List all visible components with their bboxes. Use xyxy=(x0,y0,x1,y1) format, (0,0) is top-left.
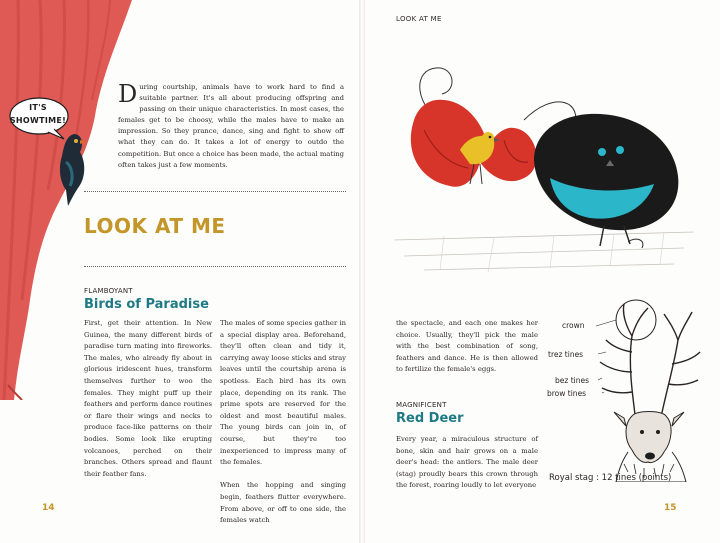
column-4-paragraph: Every year, a miraculous structure of bone, skin and hair grows on a male deer's head: the antlers. The male deer (stag) proudly bears this crown through the forest, roaring loudly to let everyone xyxy=(396,435,538,490)
column-2-paragraph-1: The males of some species gather in a special display area. Beforehand, they'll often clean and tidy it, carrying away loose sticks and stray leaves until the courtship arena is spotless. Each bird has its own place, depending on its rank. The prime spots are reserved for the oldest and most beautiful males. The young birds can join in, of course, but they're too inexperienced to impress many of the females. xyxy=(220,319,346,467)
subtitle-birds-of-paradise: Birds of Paradise xyxy=(84,297,209,312)
subtitle-small-flamboyant: FLAMBOYANT xyxy=(84,287,133,295)
bubble-line-2: SHOWTIME! xyxy=(9,116,67,125)
text-column-3 xyxy=(396,318,538,376)
column-1-paragraph: First, get their attention. In New Guinea, the many different birds of paradise turn mating into fireworks. The males, who already fly about in glorious iridescent hues, transform themselves further to woo the females. They might puff up their feathers and perform dance routines or flare their wings and necks to produce face-like patterns on their bodies. Some look like erupting volcanoes, perched on their branches. Others spread and flaunt their feather fans. xyxy=(84,319,212,478)
text-column-2 xyxy=(220,318,346,527)
deer-label-brow-tines: brow tines xyxy=(547,389,587,398)
subtitle-small-magnificent: MAGNIFICENT xyxy=(396,401,447,409)
subtitle-red-deer: Red Deer xyxy=(396,411,464,426)
dotted-divider-bottom xyxy=(84,266,346,267)
page-number-right: 15 xyxy=(664,503,677,513)
deer-label-crown: crown xyxy=(562,321,585,330)
column-2-paragraph-2: When the hopping and singing begin, feathers flutter everywhere. From above, or off to one side, the females watch xyxy=(220,481,346,525)
deer-label-royal-stag: Royal stag : 12 tines (points) xyxy=(549,473,672,483)
deer-label-bez-tines: bez tines xyxy=(555,376,589,385)
intro-text: uring courtship, animals have to work hard to find a suitable partner. It's all about producing offspring and passing on their unique characteristics. In most cases, the females get to be choosy, while the males have to make an impression. So they prance, dance, sing and fight to show off what they can do. It takes a lot of energy to outdo the competition. But once a choice has been made, the actual mating often takes just a few moments. xyxy=(118,83,344,169)
speech-bubble-text xyxy=(8,101,68,127)
intro-paragraph xyxy=(118,82,344,171)
section-title: LOOK AT ME xyxy=(84,214,226,238)
text-column-4 xyxy=(396,434,538,492)
birds-of-paradise-illustration xyxy=(384,60,704,280)
drop-cap: D xyxy=(118,80,138,108)
page-number-left: 14 xyxy=(42,503,55,513)
book-gutter xyxy=(359,0,365,543)
running-head: LOOK AT ME xyxy=(396,15,442,23)
deer-label-trez-tines: trez tines xyxy=(548,350,584,359)
text-column-1 xyxy=(84,318,212,480)
bubble-line-1: IT'S xyxy=(29,103,47,112)
dotted-divider-top xyxy=(84,191,346,192)
small-blue-bird-illustration xyxy=(52,128,92,206)
column-3-paragraph: the spectacle, and each one makes her choice. Usually, they'll pick the male with the best combination of song, feathers and dance. He is then allowed to fertilize the female's eggs. xyxy=(396,319,538,374)
